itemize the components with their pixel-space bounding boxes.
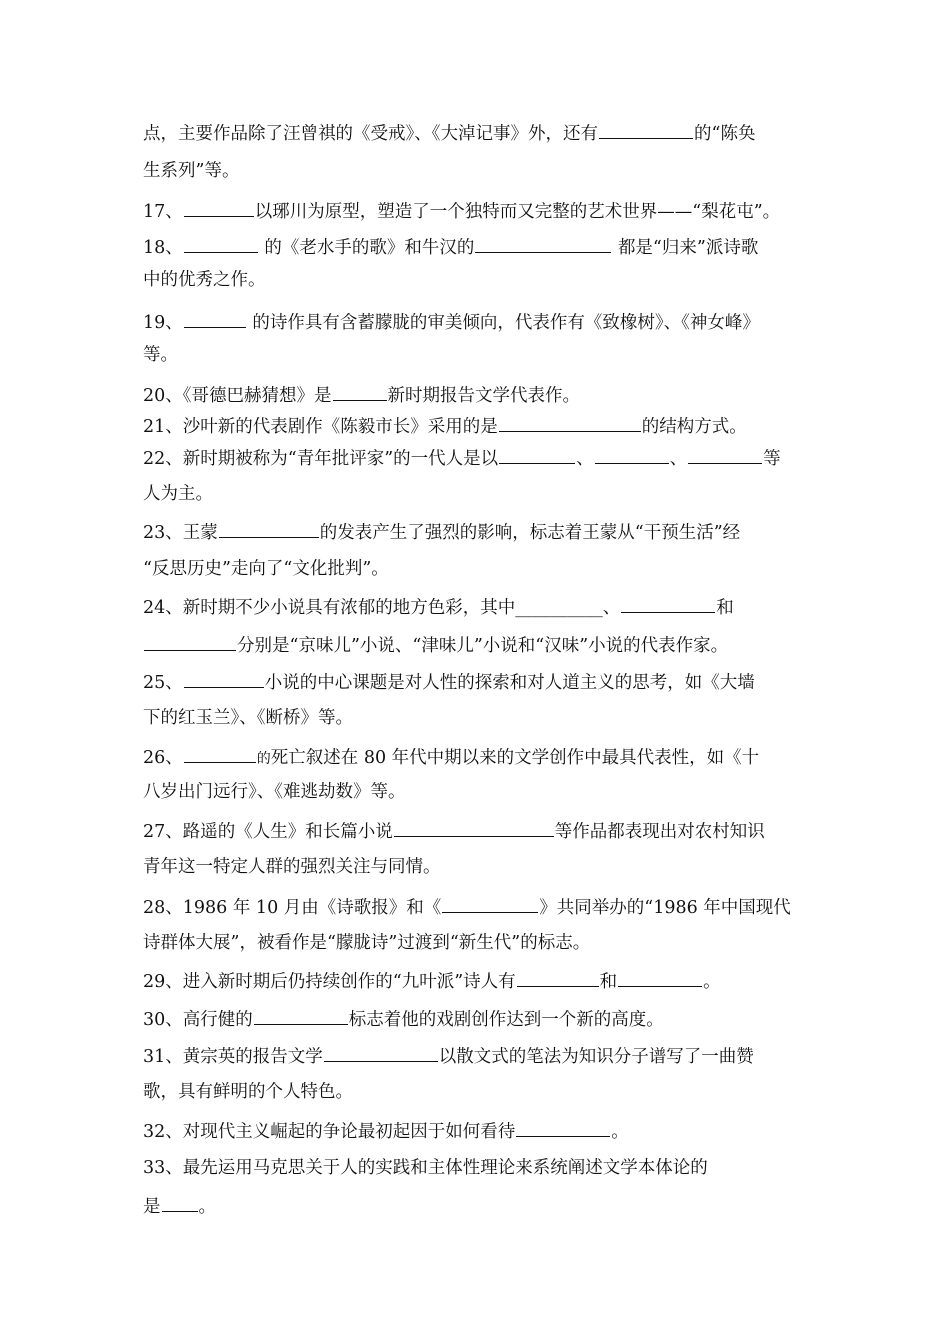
answer-blank[interactable]: [184, 234, 258, 253]
question-32: [143, 1118, 815, 1142]
text: 标志着他的戏剧创作达到一个新的高度。: [348, 1010, 664, 1030]
text: 、: [669, 449, 688, 469]
text: 22、新时期被称为“青年批评家”的一代人是以: [143, 449, 499, 469]
question-26: [143, 744, 815, 768]
text: 的发表产生了强烈的影响，标志着王蒙从“干预生活”经: [319, 523, 741, 543]
dashed-blank[interactable]: __________: [515, 598, 603, 618]
text: 的“陈奂: [694, 124, 756, 144]
answer-blank[interactable]: [144, 632, 236, 651]
text: 31、黄宗英的报告文学: [143, 1047, 323, 1067]
text: 生系列”等。: [143, 161, 240, 181]
question-22-cont: [143, 482, 815, 506]
text: 30、高行健的: [143, 1010, 253, 1030]
line-16-cont: [143, 120, 815, 144]
text: 小说的中心课题是对人性的探索和对人道主义的思考，如《大墙: [264, 673, 755, 693]
text: 和: [599, 972, 618, 992]
text: 下的红玉兰》、《断桥》等。: [143, 708, 353, 728]
answer-blank[interactable]: [499, 413, 641, 432]
text: “反思历史”走向了“文化批判”。: [143, 559, 389, 579]
question-25: [143, 669, 815, 693]
answer-blank[interactable]: [162, 1193, 198, 1212]
question-28-cont: [143, 931, 815, 955]
question-19-cont: [143, 343, 815, 367]
text: 人为主。: [143, 484, 213, 504]
text: 歌，具有鲜明的个人特色。: [143, 1082, 353, 1102]
text: 20、《哥德巴赫猜想》是: [143, 386, 332, 406]
answer-blank[interactable]: [516, 1118, 610, 1137]
text: 中的优秀之作。: [143, 270, 266, 290]
text: 、: [602, 598, 621, 618]
question-26-cont: [143, 780, 815, 804]
text: 29、进入新时期后仍持续创作的“九叶派”诗人有: [143, 972, 516, 992]
question-number: 18、: [143, 238, 183, 258]
question-29: [143, 968, 815, 992]
text: 的诗作具有含蓄朦胧的审美倾向，代表作有《致橡树》、《神女峰》: [252, 313, 760, 333]
question-33: [143, 1156, 815, 1180]
answer-blank[interactable]: [595, 445, 669, 464]
question-23-cont: [143, 557, 815, 581]
answer-blank[interactable]: [618, 968, 702, 987]
answer-blank[interactable]: [499, 445, 575, 464]
text: 等作品都表现出对农村知识: [554, 822, 765, 842]
answer-blank[interactable]: [184, 309, 246, 328]
text: 。: [611, 1122, 629, 1142]
question-27: [143, 818, 815, 842]
text: 33、最先运用马克思关于人的实践和主体性理论来系统阐述文学本体论的: [143, 1158, 708, 1178]
question-27-cont: [143, 855, 815, 879]
question-number: 25、: [143, 673, 183, 693]
line-16-end: [143, 159, 815, 183]
question-18-cont: [143, 268, 815, 292]
answer-blank[interactable]: [442, 894, 538, 913]
question-33-cont: [143, 1193, 815, 1217]
text: 死亡叙述在 80 年代中期以来的文学创作中最具代表性，如《十: [270, 748, 760, 768]
answer-blank[interactable]: [184, 744, 256, 763]
text: 32、对现代主义崛起的争论最初起因于如何看待: [143, 1122, 516, 1142]
question-21: [143, 413, 815, 437]
text: 27、路遥的《人生》和长篇小说: [143, 822, 393, 842]
text: 青年这一特定人群的强烈关注与同情。: [143, 857, 441, 877]
text: 是: [143, 1197, 161, 1217]
text: 的: [256, 751, 271, 767]
text: 等。: [143, 345, 178, 365]
answer-blank[interactable]: [254, 1006, 348, 1025]
question-31-cont: [143, 1080, 815, 1104]
text: 以琊川为原型，塑造了一个独特而又完整的艺术世界——“梨花屯”。: [254, 202, 781, 222]
question-number: 26、: [143, 748, 183, 768]
question-18: [143, 234, 815, 258]
question-20: [143, 382, 815, 406]
answer-blank[interactable]: [688, 445, 762, 464]
question-25-cont: [143, 706, 815, 730]
text: 新时期报告文学代表作。: [387, 386, 581, 406]
text: 、: [576, 449, 594, 469]
answer-blank[interactable]: [184, 669, 264, 688]
text: 的结构方式。: [641, 417, 747, 437]
question-22: [143, 445, 815, 469]
text: 的《老水手的歌》和牛汉的: [264, 238, 475, 258]
text: 等: [763, 449, 781, 469]
answer-blank[interactable]: [394, 818, 554, 837]
text: 21、沙叶新的代表剧作《陈毅市长》采用的是: [143, 417, 498, 437]
text: 都是“归来”派诗歌: [617, 238, 759, 258]
question-30: [143, 1006, 815, 1030]
answer-blank[interactable]: [621, 594, 715, 613]
text: 28、1986 年 10 月由《诗歌报》和《: [143, 898, 442, 918]
text: 点，主要作品除了汪曾祺的《受戒》、《大淖记事》外，还有: [143, 124, 598, 144]
question-number: 17、: [143, 202, 183, 222]
answer-blank[interactable]: [184, 198, 254, 217]
answer-blank[interactable]: [324, 1043, 438, 1062]
question-24-cont: [143, 632, 815, 656]
question-23: [143, 519, 815, 543]
answer-blank[interactable]: [599, 120, 693, 139]
text: 和: [716, 598, 734, 618]
text: 》共同举办的“1986 年中国现代: [539, 898, 791, 918]
question-28: [143, 894, 815, 918]
text: 。: [198, 1197, 216, 1217]
question-17: [143, 198, 815, 222]
text: 八岁出门远行》、《难逃劫数》等。: [143, 782, 406, 802]
text: 以散文式的笔法为知识分子谱写了一曲赞: [438, 1047, 754, 1067]
text: 诗群体大展”，被看作是“朦胧诗”过渡到“新生代”的标志。: [143, 933, 591, 953]
text: 24、新时期不少小说具有浓郁的地方色彩，其中: [143, 598, 516, 618]
answer-blank[interactable]: [517, 968, 599, 987]
question-number: 19、: [143, 313, 183, 333]
text: 23、王蒙: [143, 523, 218, 543]
question-19: [143, 309, 815, 333]
answer-blank[interactable]: [219, 519, 319, 538]
text: 分别是“京味儿”小说、“津味儿”小说和“汉味”小说的代表作家。: [237, 636, 729, 656]
text: 。: [703, 972, 721, 992]
answer-blank[interactable]: [475, 234, 611, 253]
question-24: [143, 594, 815, 618]
question-31: [143, 1043, 815, 1067]
answer-blank[interactable]: [333, 382, 387, 401]
